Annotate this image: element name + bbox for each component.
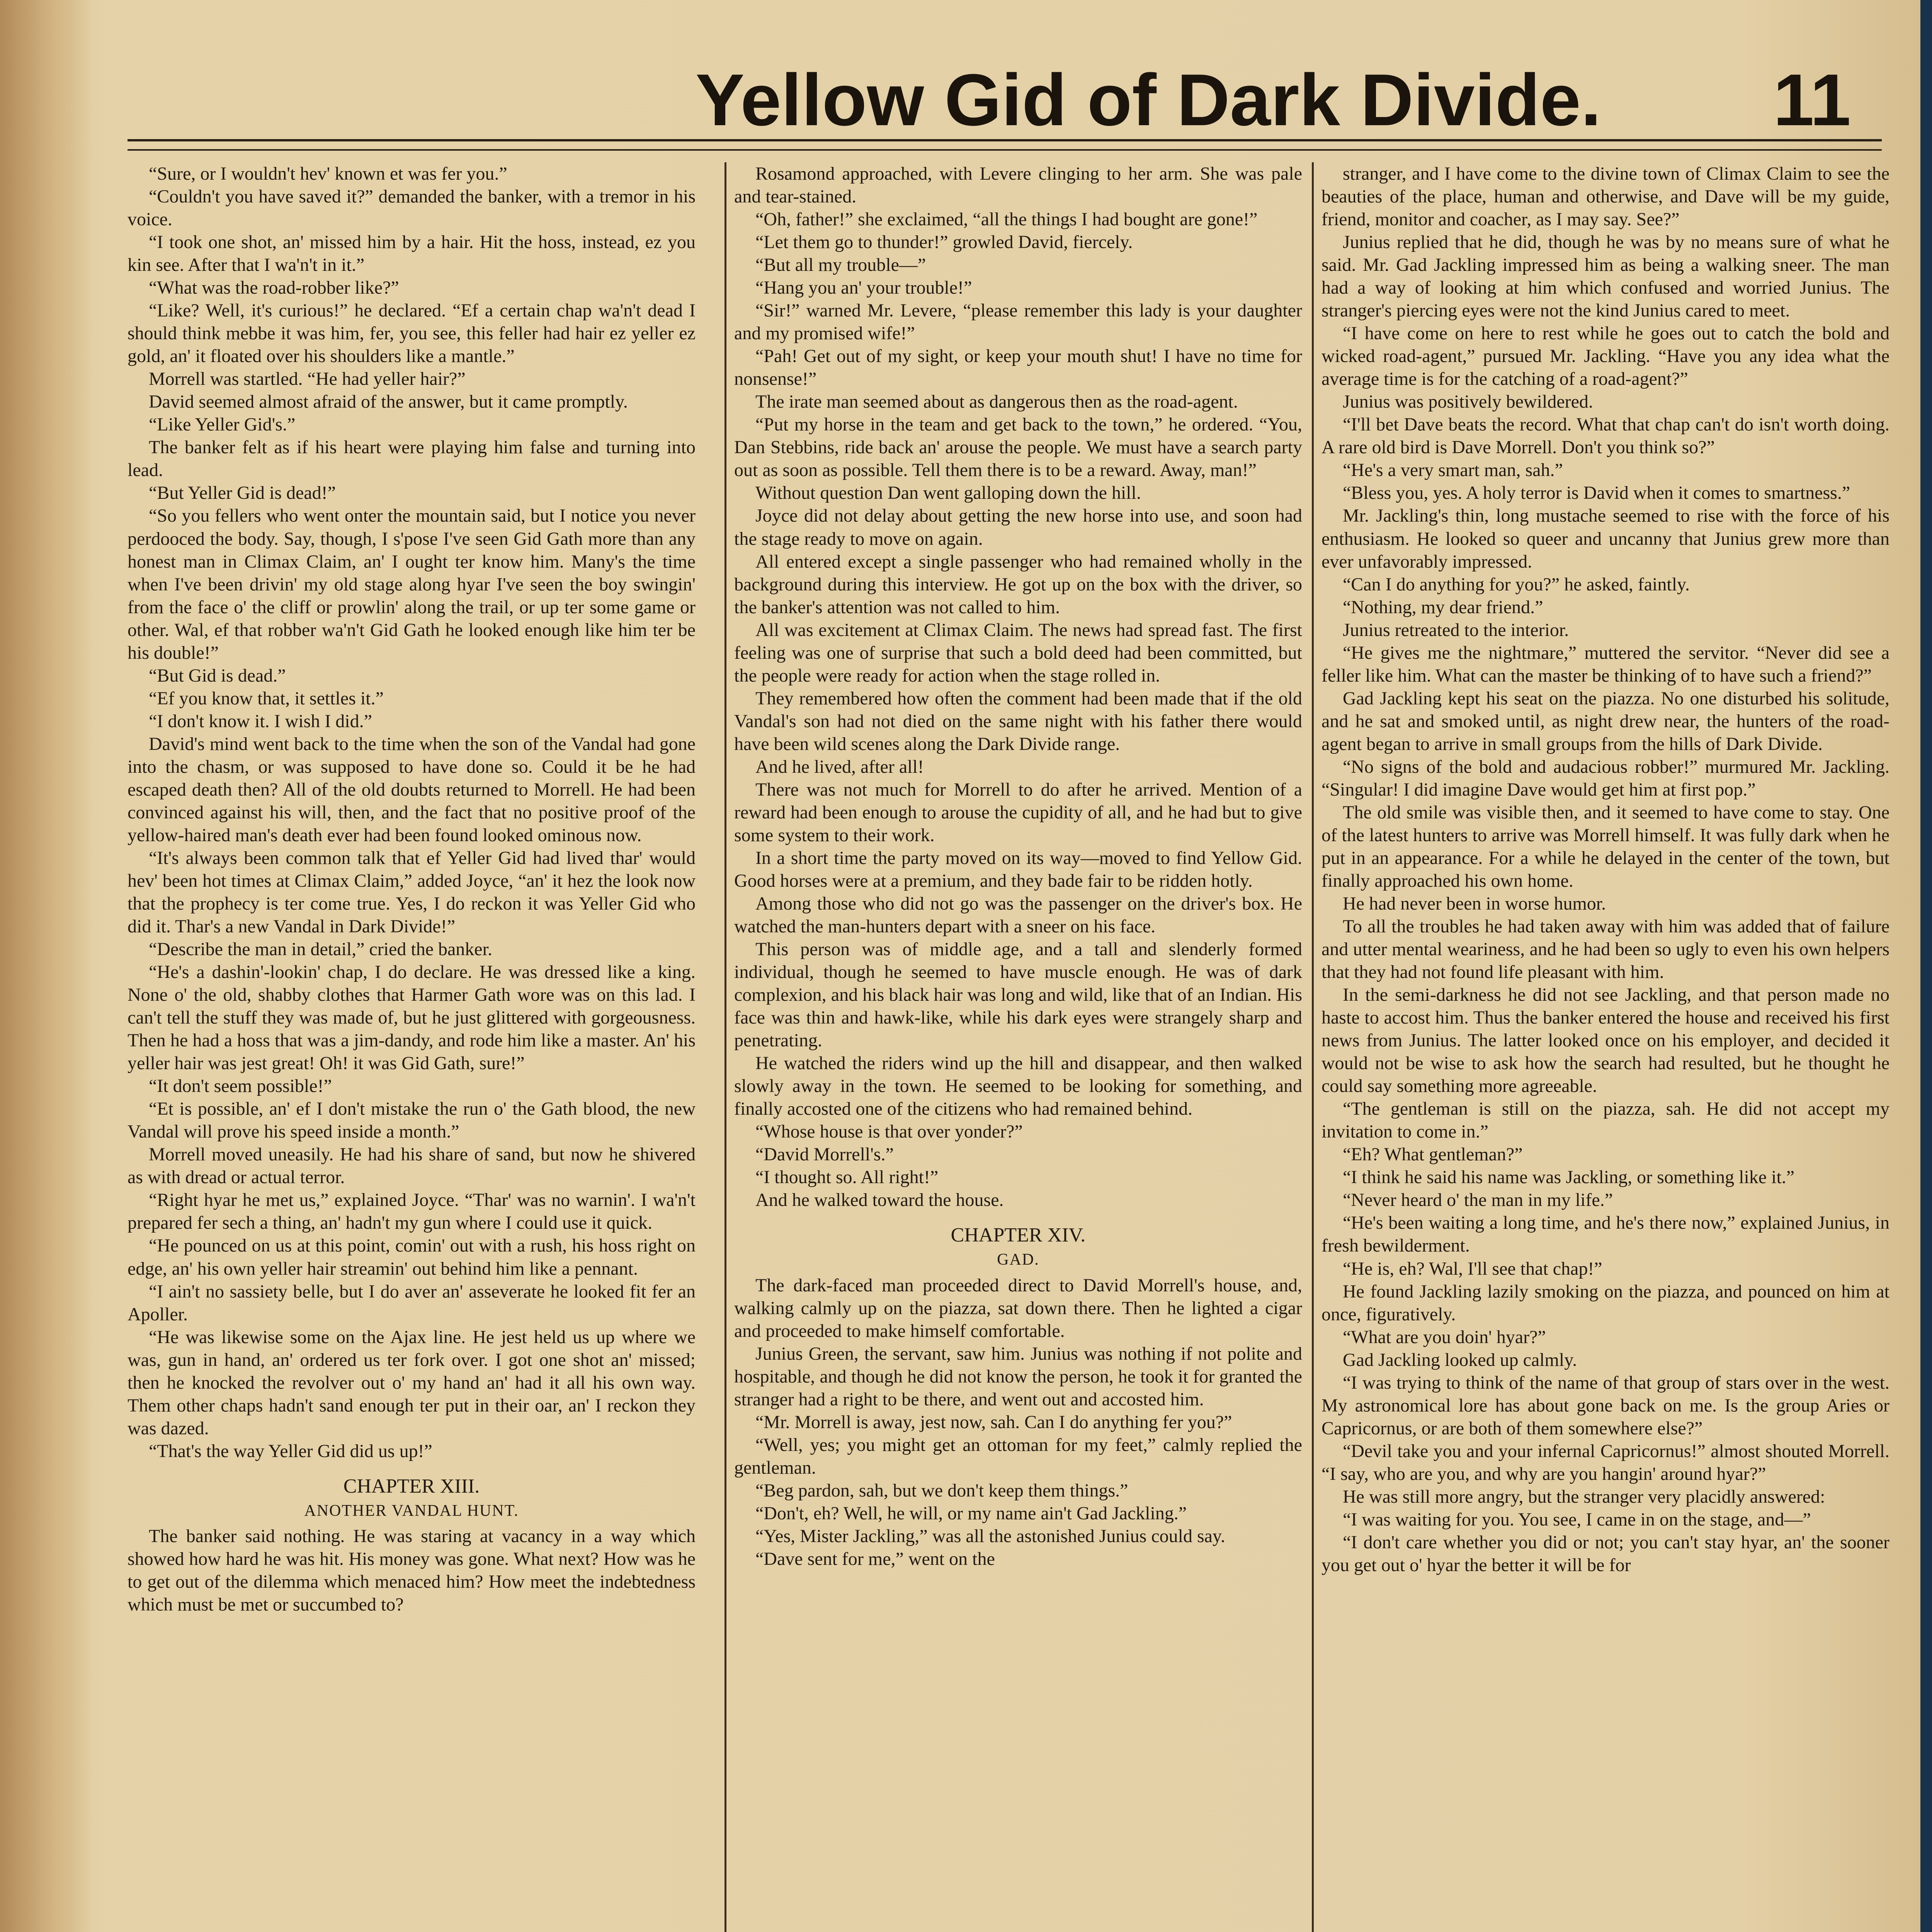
paragraph: “He gives me the nightmare,” muttered the servitor. “Never did see a feller like him. What can the master be thinking of to have such a friend?” [1321, 642, 1889, 686]
paragraph: “What was the road-robber like?” [149, 277, 399, 298]
paragraph: Joyce did not delay about getting the new horse into use, and soon had the stage ready to move on again. [734, 505, 1302, 549]
text-column-1 [128, 162, 696, 1932]
paragraph: He had never been in worse humor. [1343, 893, 1606, 914]
paragraph: “He's a dashin'-lookin' chap, I do declare. He was dressed like a king. None o' the old, shabby clothes that Harmer Gath wore was on this lad. I can't tell the stuff they was made of, but he just glittered with gorgeousness. Then he had a hoss that was a jim-dandy, and rode him like a master. An' his yeller hair was jest great! Oh! it was Gid Gath, sure!” [128, 962, 696, 1074]
paragraph: In a short time the party moved on its way—moved to find Yellow Gid. Good horses were at a premium, and they bade fair to be ridden hotly. [734, 847, 1302, 891]
paragraph: “He was likewise some on the Ajax line. He jest held us up where we was, gun in hand, an' ordered us ter fork over. I got one shot an' missed; then he knocked the revolver out o' my hand an' had it all his own way. Them other chaps hadn't sand enough ter put in their oar, an' I reckon they was dazed. [128, 1327, 696, 1439]
paragraph: “Eh? What gentleman?” [1343, 1144, 1523, 1165]
paragraph: “I took one shot, an' missed him by a hair. Hit the hoss, instead, ez you kin see. After that I wa'n't in it.” [128, 232, 696, 276]
paragraph: “Hang you an' your trouble!” [755, 277, 972, 298]
paragraph: “But Yeller Gid is dead!” [149, 483, 336, 503]
paragraph: The banker felt as if his heart were playing him false and turning into lead. [128, 437, 696, 481]
paragraph: Morrell moved uneasily. He had his share of sand, but now he shivered as with dread or actual terror. [128, 1144, 696, 1188]
paragraph: “I have come on here to rest while he goes out to catch the bold and wicked road-agent,” pursued Mr. Jackling. “Have you any idea what the average time is for the catching of a road-agent?” [1321, 323, 1889, 389]
paragraph: “But Gid is dead.” [149, 665, 286, 686]
paragraph: “Can I do anything for you?” he asked, faintly. [1343, 574, 1690, 595]
paragraph: Without question Dan went galloping down the hill. [755, 483, 1141, 503]
paragraph: Gad Jackling kept his seat on the piazza. No one disturbed his solitude, and he sat and smoked until, as night drew near, the hunters of the road-agent began to arrive in small groups from the hills of Dark Divide. [1321, 688, 1889, 754]
paragraph: stranger, and I have come to the divine town of Climax Claim to see the beauties of the place, human and otherwise, and Dave will be my guide, friend, monitor and coacher, as I may say. See?” [1321, 163, 1889, 230]
paragraph: “Sir!” warned Mr. Levere, “please remember this lady is your daughter and my promised wife!” [734, 300, 1302, 344]
paragraph: Junius was positively bewildered. [1343, 391, 1593, 412]
running-title: Yellow Gid of Dark Divide. [696, 59, 1601, 141]
paragraph: Junius replied that he did, though he was by no means sure of what he said. Mr. Gad Jackling impressed him as being a walking sneer. The man had a way of looking at him which confused and worried Junius. The stranger's piercing eyes were not the kind Junius cared to meet. [1321, 232, 1889, 321]
paragraph: He watched the riders wind up the hill and disappear, and then walked slowly away in the town. He seemed to be looking for something, and finally accosted one of the citizens who had remained behind. [734, 1053, 1302, 1119]
paragraph: The banker said nothing. He was staring at vacancy in a way which showed how hard he was hit. His money was gone. What next? How was he to get out of the dilemma which menaced him? How meet the indebtedness which must be met or succumbed to? [128, 1526, 696, 1615]
page-spine [0, 0, 93, 1932]
paragraph: “Like? Well, it's curious!” he declared. “Ef a certain chap wa'n't dead I should think mebbe it was him, fer, you see, this feller had hair ez yeller ez gold, an' it floated over his shoulders like a mantle.” [128, 300, 696, 367]
header-rule [128, 139, 1882, 151]
paragraph: “He is, eh? Wal, I'll see that chap!” [1343, 1258, 1602, 1279]
paragraph: “Beg pardon, sah, but we don't keep them things.” [755, 1480, 1128, 1501]
paragraph: “No signs of the bold and audacious robber!” murmured Mr. Jackling. “Singular! I did imagine Dave would get him at first pop.” [1321, 756, 1889, 800]
chapter-heading: CHAPTER XIV. [951, 1224, 1086, 1247]
paragraph: “Nothing, my dear friend.” [1343, 597, 1543, 617]
paragraph: “He's been waiting a long time, and he's there now,” explained Junius, in fresh bewilderment. [1321, 1213, 1889, 1256]
paragraph: “Well, yes; you might get an ottoman for my feet,” calmly replied the gentleman. [734, 1435, 1302, 1478]
paragraph: “I ain't no sassiety belle, but I do aver an' asseverate he looked fit fer an Apoller. [128, 1281, 696, 1325]
paragraph: Junius retreated to the interior. [1343, 619, 1569, 640]
paragraph: Rosamond approached, with Levere clinging to her arm. She was pale and tear-stained. [734, 163, 1302, 207]
column-divider [724, 162, 726, 1932]
paragraph: “Pah! Get out of my sight, or keep your mouth shut! I have no time for nonsense!” [734, 346, 1302, 389]
chapter-subtitle: ANOTHER VANDAL HUNT. [304, 1502, 519, 1520]
paragraph: “David Morrell's.” [755, 1144, 894, 1165]
chapter-heading: CHAPTER XIII. [343, 1475, 480, 1497]
paragraph: He was still more angry, but the stranger very placidly answered: [1343, 1486, 1825, 1507]
paragraph: “So you fellers who went onter the mountain said, but I notice you never perdooced the body. Say, though, I s'pose I've seen Gid Gath more than any honest man in Climax Claim, an' I ought ter know him. Many's the time when I've been drivin' my old stage along hyar I've seen the boy swingin' from the face o' the cliff or prowlin' along the trail, or up ter some game or other. Wal, ef that robber wa'n't Gid Gath he looked enough like him ter be his double!” [128, 505, 696, 663]
paragraph: “Whose house is that over yonder?” [755, 1121, 1023, 1142]
paragraph: “Mr. Morrell is away, jest now, sah. Can I do anything fer you?” [755, 1412, 1232, 1433]
paragraph: Morrell was startled. “He had yeller hair?” [149, 369, 466, 389]
paragraph: He found Jackling lazily smoking on the piazza, and pounced on him at once, figuratively. [1321, 1281, 1889, 1325]
paragraph: “Yes, Mister Jackling,” was all the astonished Junius could say. [755, 1526, 1225, 1547]
page-number: 11 [1773, 59, 1851, 141]
paragraph: “That's the way Yeller Gid did us up!” [149, 1440, 432, 1461]
paragraph: This person was of middle age, and a tall and slenderly formed individual, though he seemed to have muscle enough. He was of dark complexion, and his black hair was long and wild, like that of an Indian. His face was thin and hawk-like, while his dark eyes were strangely sharp and penetrating. [734, 939, 1302, 1051]
paragraph: Among those who did not go was the passenger on the driver's box. He watched the man-hunters depart with a sneer on his face. [734, 893, 1302, 937]
paragraph: To all the troubles he had taken away with him was added that of failure and utter mental weariness, and he had been so ugly to even his own helpers that they had not found life pleasant with him. [1321, 916, 1889, 983]
paragraph: The irate man seemed about as dangerous then as the road-agent. [755, 391, 1238, 412]
paragraph: The dark-faced man proceeded direct to David Morrell's house, and, walking calmly up on the piazza, sat down there. Then he lighted a cigar and proceeded to make himself comfortable. [734, 1275, 1302, 1342]
paragraph: “He's a very smart man, sah.” [1343, 460, 1563, 481]
column-divider [1312, 162, 1314, 1932]
paragraph: “Describe the man in detail,” cried the banker. [149, 939, 492, 960]
paragraph: “I don't know it. I wish I did.” [149, 711, 372, 731]
paragraph: “I think he said his name was Jackling, or something like it.” [1343, 1167, 1795, 1188]
paragraph: “Sure, or I wouldn't hev' known et was fer you.” [149, 163, 507, 184]
paragraph: “Dave sent for me,” went on the [755, 1549, 995, 1570]
paragraph: “I was waiting for you. You see, I came in on the stage, and—” [1343, 1509, 1811, 1530]
paragraph: Mr. Jackling's thin, long mustache seemed to rise with the force of his enthusiasm. He looked so queer and uncanny that Junius grew more than ever unfavorably impressed. [1321, 505, 1889, 572]
paragraph: “Couldn't you have saved it?” demanded the banker, with a tremor in his voice. [128, 186, 696, 230]
paragraph: “Right hyar he met us,” explained Joyce. “Thar' was no warnin'. I wa'n't prepared fer sech a thing, an' hadn't my gun where I could use it quick. [128, 1190, 696, 1233]
paragraph: They remembered how often the comment had been made that if the old Vandal's son had not died on the same night with his father there would have been wild scenes along the Dark Divide range. [734, 688, 1302, 754]
paragraph: In the semi-darkness he did not see Jackling, and that person made no haste to accost him. Thus the banker entered the house and received his first news from Junius. The latter looked once on his employer, and decided it would not be wise to ask how the search had resulted, but he thought he could say something more agreeable. [1321, 985, 1889, 1097]
paragraph: “Like Yeller Gid's.” [149, 414, 296, 435]
paragraph: “It don't seem possible!” [149, 1076, 332, 1097]
paragraph: “I don't care whether you did or not; you can't stay hyar, an' the sooner you get out o' hyar the better it will be for [1321, 1532, 1889, 1575]
paragraph: “It's always been common talk that ef Yeller Gid had lived thar' would hev' been hot times at Climax Claim,” added Joyce, “an' it hez the look now that the prophecy is ter come true. Yes, I do reckon it was Yeller Gid who did it. Thar's a new Vandal in Dark Divide!” [128, 847, 696, 937]
paragraph: And he lived, after all! [755, 756, 924, 777]
paragraph: “Let them go to thunder!” growled David, fiercely. [755, 232, 1133, 253]
binder-edge [1920, 0, 1932, 1932]
paragraph: All was excitement at Climax Claim. The news had spread fast. The first feeling was one of surprise that such a bold deed had been committed, but the people were ready for action when the stage rolled in. [734, 619, 1302, 686]
paragraph: “He pounced on us at this point, comin' out with a rush, his hoss right on edge, an' his own yeller hair streamin' out behind him like a pennant. [128, 1235, 696, 1279]
paragraph: David seemed almost afraid of the answer, but it came promptly. [149, 391, 628, 412]
paragraph: “Don't, eh? Well, he will, or my name ain't Gad Jackling.” [755, 1503, 1187, 1524]
paragraph: “I'll bet Dave beats the record. What that chap can't do isn't worth doing. A rare old bird is Dave Morrell. Don't you think so?” [1321, 414, 1889, 458]
chapter-subtitle: GAD. [997, 1251, 1039, 1269]
paragraph: “The gentleman is still on the piazza, sah. He did not accept my invitation to come in.” [1321, 1099, 1889, 1142]
paragraph: All entered except a single passenger who had remained wholly in the background during this interview. He got up on the box with the driver, so the banker's attention was not called to him. [734, 551, 1302, 617]
paragraph: “What are you doin' hyar?” [1343, 1327, 1546, 1347]
paragraph: “Devil take you and your infernal Capricornus!” almost shouted Morrell. “I say, who are you, and why are you hangin' around hyar?” [1321, 1440, 1889, 1484]
paragraph: And he walked toward the house. [755, 1190, 1004, 1211]
paragraph: “Put my horse in the team and get back to the town,” he ordered. “You, Dan Stebbins, ride back an' arouse the people. We must have a search party out as soon as possible. Tell them there is to be a reward. Away, man!” [734, 414, 1302, 481]
paragraph: “Et is possible, an' ef I don't mistake the run o' the Gath blood, the new Vandal will prove his speed inside a month.” [128, 1099, 696, 1142]
paragraph: “I was trying to think of the name of that group of stars over in the west. My astronomical lore has about gone back on me. Is the group Aries or Capricornus, or are both of them somewhere else?” [1321, 1372, 1889, 1439]
paragraph: Gad Jackling looked up calmly. [1343, 1349, 1577, 1370]
paragraph: There was not much for Morrell to do after he arrived. Mention of a reward had been enough to arouse the cupidity of all, and he had but to give some system to their work. [734, 779, 1302, 845]
paragraph: “But all my trouble—” [755, 255, 926, 276]
paragraph: “Oh, father!” she exclaimed, “all the things I had bought are gone!” [755, 209, 1258, 230]
paragraph: David's mind went back to the time when the son of the Vandal had gone into the chasm, or was supposed to have done so. Could it be he had escaped death then? All of the old doubts returned to Morrell. He had been convinced against his will, then, and the fact that no positive proof of the yellow-haired man's death ever had been found looked ominous now. [128, 733, 696, 845]
text-column-3 [1321, 162, 1889, 1932]
text-column-2 [734, 162, 1302, 1932]
paragraph: “Never heard o' the man in my life.” [1343, 1190, 1613, 1211]
paragraph: Junius Green, the servant, saw him. Junius was nothing if not polite and hospitable, and though he did not know the person, he took it for granted the stranger had a right to be there, and went out and accosted him. [734, 1344, 1302, 1410]
paragraph: “I thought so. All right!” [755, 1167, 939, 1188]
paragraph: “Ef you know that, it settles it.” [149, 688, 384, 709]
paragraph: The old smile was visible then, and it seemed to have come to stay. One of the latest hunters to arrive was Morrell himself. It was fully dark when he put in an appearance. For a while he delayed in the center of the town, but finally approached his own home. [1321, 802, 1889, 891]
paragraph: “Bless you, yes. A holy terror is David when it comes to smartness.” [1343, 483, 1850, 503]
